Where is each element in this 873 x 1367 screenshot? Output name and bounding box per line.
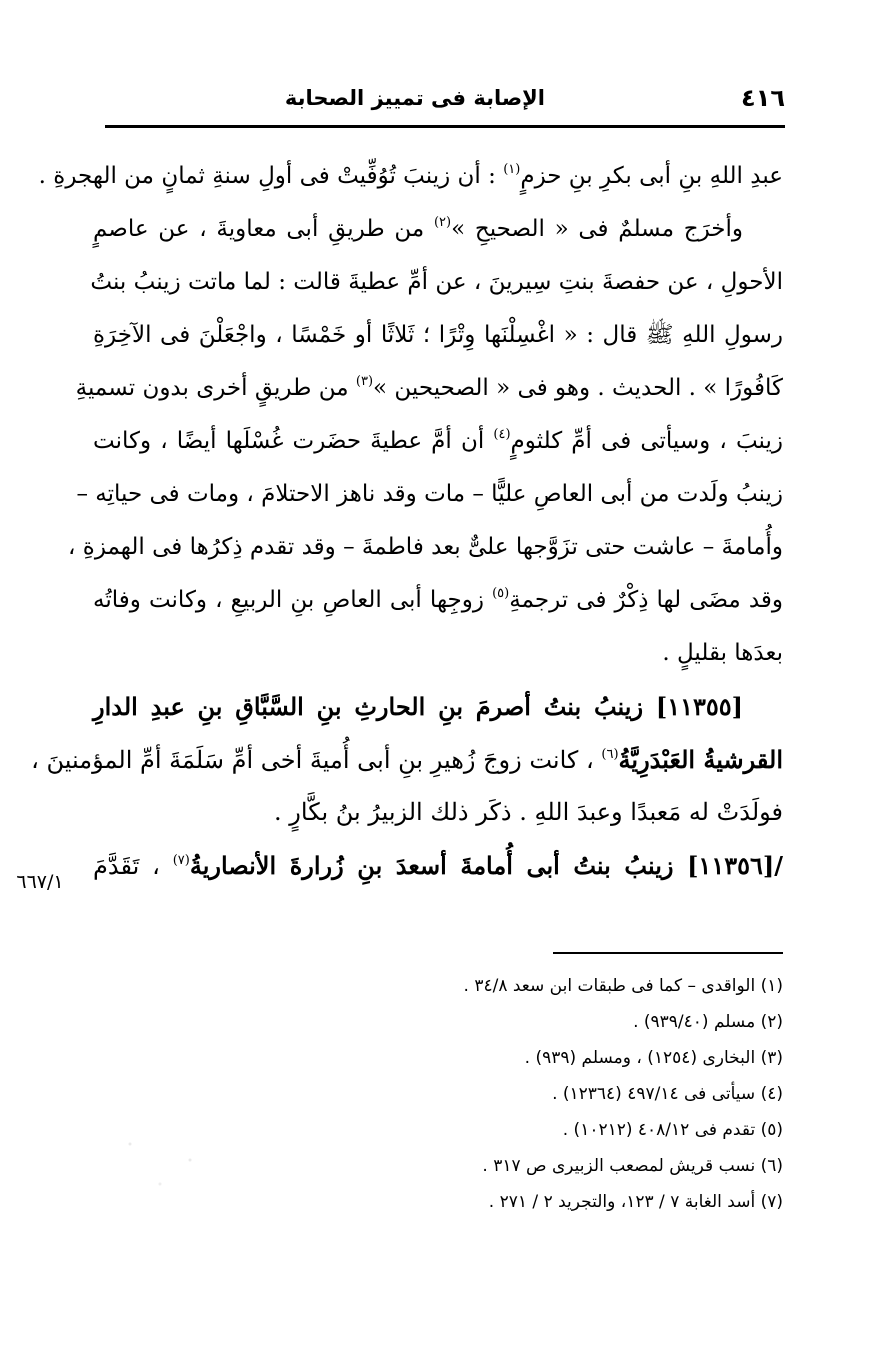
running-title: الإصابة فى تمييز الصحابة	[284, 86, 545, 110]
entry-line: فولَدَتْ له مَعبدًا وعبدَ اللهِ . ذكَر ذلك الزبيرُ بنُ بكَّارٍ .	[274, 798, 783, 826]
footnote: (٥) تقدم فى ٤٠٨/١٢ (١٠٢١٢) .	[562, 1120, 783, 1140]
entry-heading: /[١١٣٥٦] زينبُ بنتُ أبى أُمامةَ أسعدَ بنِ زُرارةَ الأنصاريةُ$^{(٧)}$ ، تَقَدَّمَ	[93, 851, 783, 880]
footnote-ref: (٢)	[433, 215, 452, 230]
text-line: الأحولِ ، عن حفصةَ بنتِ سِيرينَ ، عن أمِّ عطيةَ قالت : لما ماتت زينبُ بنتُ	[90, 269, 783, 295]
footnote-ref: (٧)	[172, 853, 190, 868]
footnote-ref: (٥)	[492, 586, 510, 601]
footnote-ref: (٦)	[601, 747, 619, 762]
entry-line: القرشيةُ العَبْدَرِيَّةُ$^{(٦)}$ ، كانت زوجَ زُهيرِ بنِ أبى أُميةَ أخى أمِّ سَلَمَةَ أمِّ المؤمنينَ ،	[31, 745, 783, 774]
footnote: (٢) مسلم (٩٣٩/٤٠) .	[633, 1012, 783, 1032]
footnote: (٣) البخارى (١٢٥٤) ، ومسلم (٩٣٩) .	[524, 1048, 783, 1068]
footnotes	[383, 968, 783, 1220]
footnote-ref: (٤)	[493, 427, 511, 442]
text-line: زينبُ ولَدت من أبى العاصِ عليًّا – مات وقد ناهز الاحتلامَ ، ومات فى حياتِه –	[76, 481, 783, 507]
footnote: (٧) أسد الغابة ٧ / ١٢٣، والتجريد ٢ / ٢٧١ .	[488, 1192, 783, 1212]
text-line: عبدِ اللهِ بنِ أبى بكرِ بنِ حزمٍ$^{(١)}$ : أن زينبَ تُوُفِّيتْ فى أولِ سنةِ ثمانٍ من الهجرةِ .	[38, 162, 783, 189]
text-line: كَافُورًا » . الحديث . وهو فى « الصحيحين »$^{(٣)}$ من طريقٍ أخرى بدون تسميةِ	[75, 374, 783, 401]
page-number: ٤١٦	[741, 84, 785, 112]
entry-heading: [١١٣٥٥] زينبُ بنتُ أصرمَ بنِ الحارثِ بنِ السَّبَّاقِ بنِ عبدِ الدارِ	[93, 692, 743, 721]
header-rule	[105, 125, 785, 128]
text-line: بعدَها بقليلٍ .	[662, 640, 783, 666]
text-line: وأُمامةَ – عاشت حتى تزَوَّجها علىٌّ بعد فاطمةَ – وقد تقدم ذِكرُها فى الهمزةِ ،	[68, 534, 783, 560]
text-line: رسولِ اللهِ ﷺ قال : « اغْسِلْنَها وِتْرًا ؛ ثَلاثًا أو خَمْسًا ، واجْعَلْنَ فى الآخِرَةِ	[93, 322, 783, 348]
footnote: (٤) سيأتى فى ٤٩٧/١٤ (١٢٣٦٤) .	[552, 1084, 783, 1104]
page-header	[105, 84, 785, 114]
footnote-ref: (١)	[503, 162, 521, 177]
text-line: زينبَ ، وسيأتى فى أمِّ كلثومٍ$^{(٤)}$ أن أمَّ عطيةَ حضَرت غُسْلَها أيضًا ، وكانت	[93, 427, 783, 454]
footnote-rule	[553, 952, 783, 954]
margin-page-reference: ٦٦٧/١	[16, 871, 64, 893]
footnote: (٦) نسب قريش لمصعب الزبيرى ص ٣١٧ .	[482, 1156, 783, 1176]
text-line: وأخرَج مسلمٌ فى « الصحيحِ »$^{(٢)}$ من طريقِ أبى معاويةَ ، عن عاصمٍ	[93, 215, 743, 242]
text-line: وقد مضَى لها ذِكْرٌ فى ترجمةِ$^{(٥)}$ زوجِها أبى العاصِ بنِ الربيعِ ، وكانت وفاتُه	[93, 586, 783, 613]
footnote: (١) الواقدى – كما فى طبقات ابن سعد ٣٤/٨ .	[463, 976, 783, 996]
scan-noise	[100, 1120, 250, 1200]
footnote-ref: (٣)	[355, 374, 374, 389]
